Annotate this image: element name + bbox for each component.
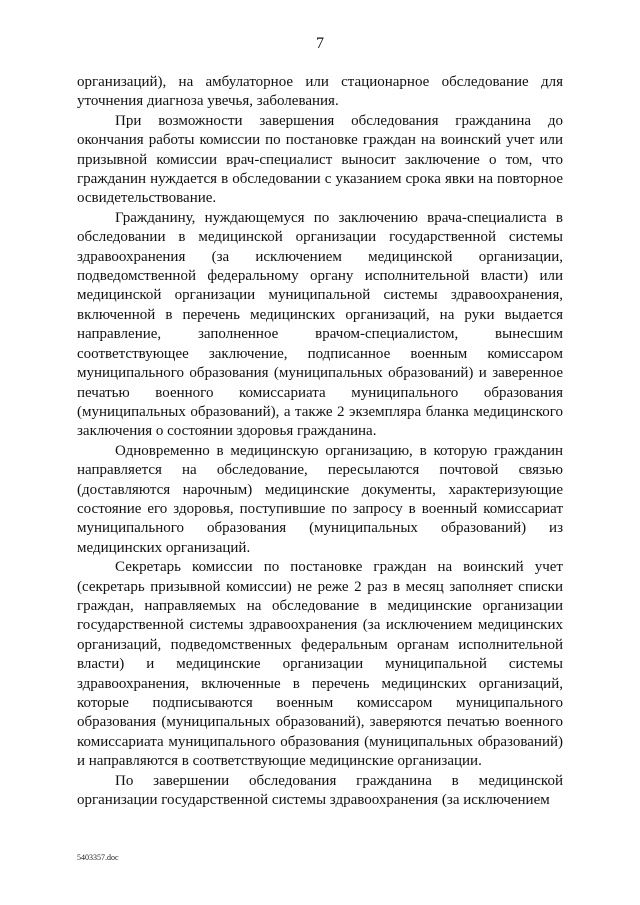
page-number: 7 (316, 35, 324, 52)
paragraph-secretary-lists: Секретарь комиссии по постановке граждан на воинский учет (секретарь призывной комиссии) не реже 2 раз в месяц заполняет списки граждан, направляемых на обследование в медицинские организации государственной системы здравоохранения (за исключением медицинских организаций, подведомственных федеральным органам исполнительной власти) и медицинские организации муниципальной системы здравоохранения, включенные в перечень медицинских организаций, которые подписываются военным комиссаром муниципального образования (муниципальных образований), заверяются печатью военного комиссариата муниципального образования (муниципальных образований) и направляются в соответствующие медицинские организации. (77, 559, 563, 770)
document-code: 5403357.doc (77, 853, 119, 862)
paragraph-examination-completion: При возможности завершения обследования гражданина до окончания работы комиссии по постановке граждан на воинский учет или призывной комиссии врач-специалист выносит заключение о том, что гражданин нуждается в обследовании с указанием срока явки на повторное освидетельствование. (77, 112, 563, 207)
paragraph-continuation: организаций), на амбулаторное или стационарное обследование для уточнения диагноза увечья, заболевания. (77, 74, 563, 110)
document-body (77, 73, 563, 810)
paragraph-medical-documents: Одновременно в медицинскую организацию, в которую гражданин направляется на обследование, пересылаются почтовой связью (доставляются нарочным) медицинские документы, характеризующие состояние его здоровья, поступившие по запросу в военный комиссариат муниципального образования (муниципальных образований) из медицинских организаций. (77, 442, 563, 556)
paragraph-referral-issuance: Гражданину, нуждающемуся по заключению врача-специалиста в обследовании в медицинской организации государственной системы здравоохранения (за исключением медицинской организации, подведомственной федеральному органу исполнительной власти) или медицинской организации муниципальной системы здравоохранения, включенной в перечень медицинских организаций, на руки выдается направление, заполненное врачом-специалистом, вынесшим соответствующее заключение, подписанное военным комиссаром муниципального образования (муниципальных образований) и заверенное печатью военного комиссариата муниципального образования (муниципальных образований), а также 2 экземпляра бланка медицинского заключения о состоянии здоровья гражданина. (77, 209, 563, 440)
paragraph-examination-end: По завершении обследования гражданина в медицинской организации государственной системы здравоохранения (за исключением (77, 772, 563, 809)
